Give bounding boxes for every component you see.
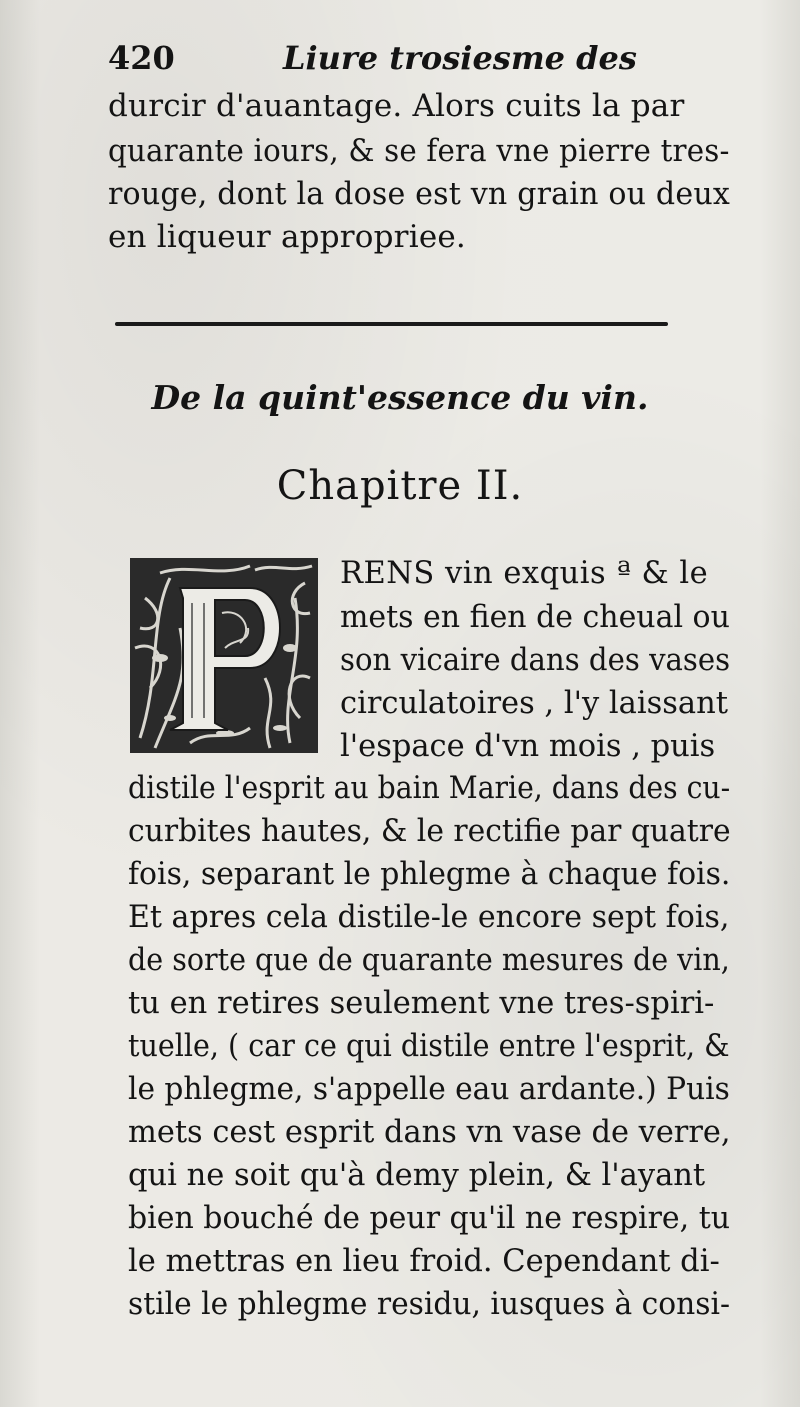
section-divider xyxy=(115,322,668,326)
text-line: distile l'esprit au bain Marie, dans des cu- xyxy=(128,771,731,806)
text-line: tuelle, ( car ce qui distile entre l'esprit, & xyxy=(128,1029,730,1064)
text-line: curbites hautes, & le rectifie par quatre xyxy=(128,814,731,849)
text-line: mets en fien de cheual ou xyxy=(340,600,730,635)
text-line: Et apres cela distile-le encore sept fois, xyxy=(128,900,730,935)
text-line: en liqueur appropriee. xyxy=(108,219,466,255)
text-line: fois, separant le phlegme à chaque fois. xyxy=(128,857,731,892)
text-line: circulatoires , l'y laissant xyxy=(340,686,728,721)
text-line: mets cest esprit dans vn vase de verre, xyxy=(128,1115,731,1150)
text-line: le phlegme, s'appelle eau ardante.) Puis xyxy=(128,1072,730,1107)
text-line: de sorte que de quarante mesures de vin, xyxy=(128,943,730,978)
page-number: 420 xyxy=(108,39,175,77)
text-line: le mettras en lieu froid. Cependant di- xyxy=(128,1244,720,1279)
text-line: rouge, dont la dose est vn grain ou deux xyxy=(108,176,731,212)
text-line: qui ne soit qu'à demy plein, & l'ayant xyxy=(128,1158,706,1193)
section-title: De la quint'essence du vin. xyxy=(151,378,649,417)
text-line: stile le phlegme residu, iusques à consi- xyxy=(128,1287,731,1322)
text-line: quarante iours, & se fera vne pierre tres- xyxy=(108,133,730,169)
chapter-heading: Chapitre II. xyxy=(276,463,524,509)
text-line: son vicaire dans des vases xyxy=(340,643,731,678)
text-line: bien bouché de peur qu'il ne respire, tu xyxy=(128,1201,731,1236)
text-line: tu en retires seulement vne tres-spiri- xyxy=(128,986,715,1021)
text-line: l'espace d'vn mois , puis xyxy=(340,729,716,764)
text-line: RENS vin exquis ª & le xyxy=(340,556,709,591)
running-title: Liure trosiesme des xyxy=(283,39,637,77)
decorated-initial xyxy=(130,558,318,753)
text-line: durcir d'auantage. Alors cuits la par xyxy=(108,88,685,124)
